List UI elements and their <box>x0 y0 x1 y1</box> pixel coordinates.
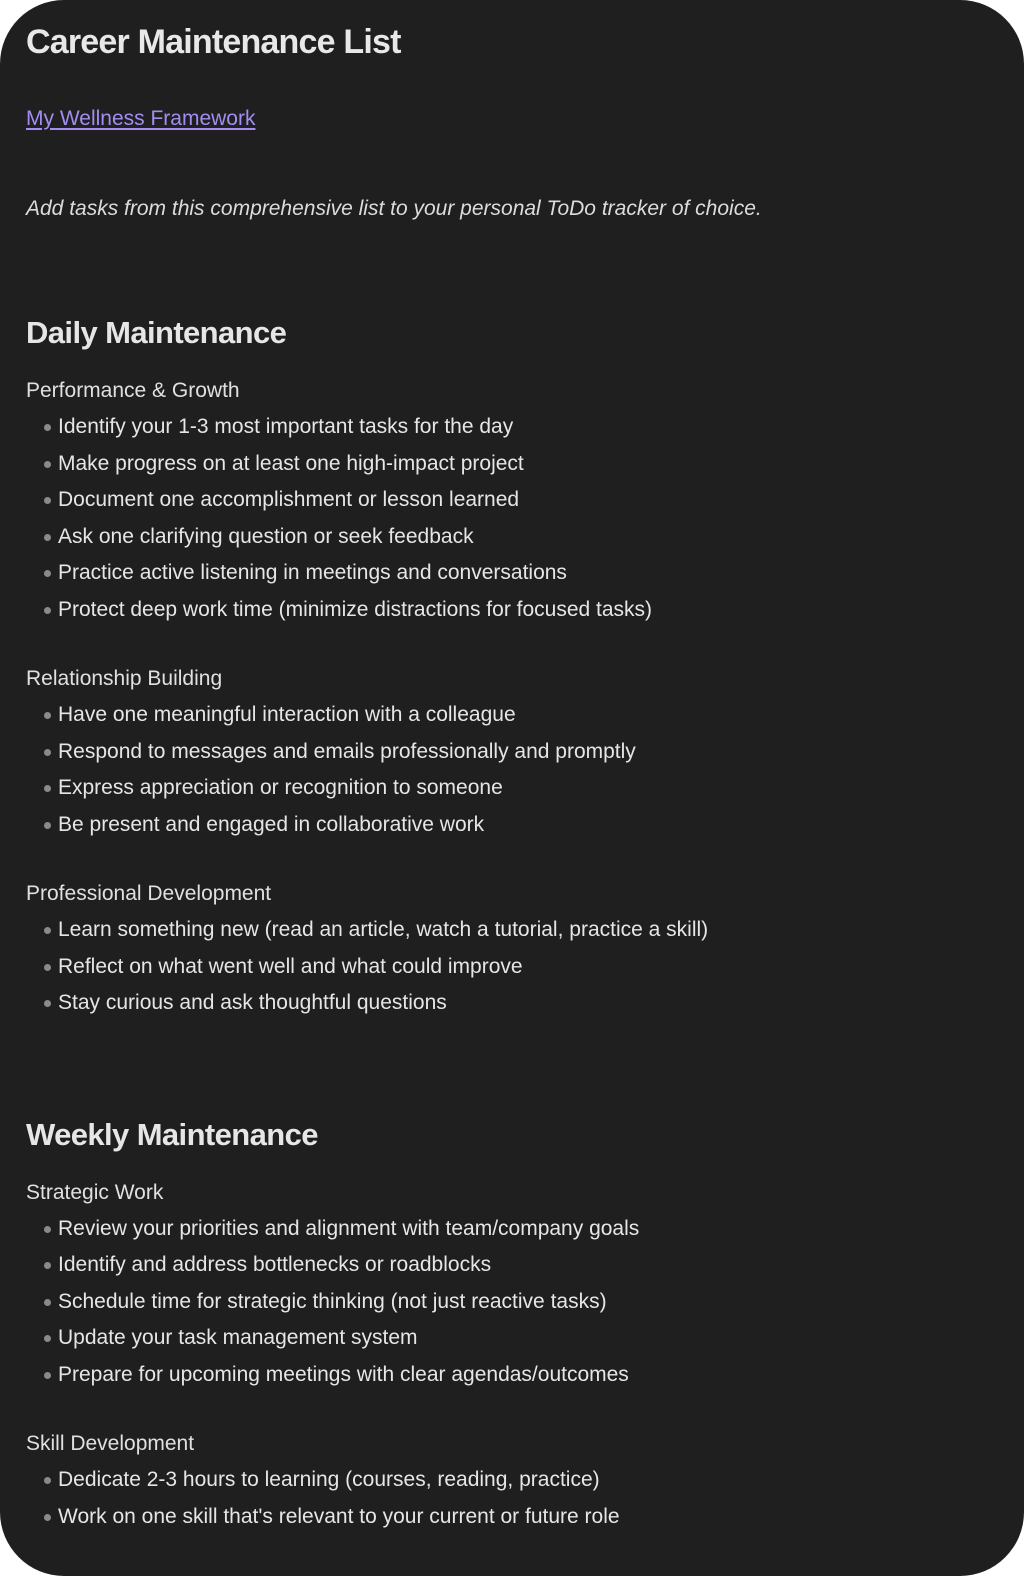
daily-maintenance-heading: Daily Maintenance <box>26 315 287 350</box>
list-item: Document one accomplishment or lesson learned <box>44 482 998 519</box>
list-item: Practice active listening in meetings and conversations <box>44 555 998 592</box>
list-item: Make progress on at least one high-impact project <box>44 446 998 483</box>
skill-development-list <box>26 1462 998 1535</box>
list-item: Dedicate 2-3 hours to learning (courses, reading, practice) <box>44 1462 998 1499</box>
list-item: Have one meaningful interaction with a colleague <box>44 697 998 734</box>
list-item: Learn something new (read an article, watch a tutorial, practice a skill) <box>44 912 998 949</box>
list-item: Schedule time for strategic thinking (not just reactive tasks) <box>44 1284 998 1321</box>
list-item: Review your priorities and alignment with team/company goals <box>44 1211 998 1248</box>
list-item: Ask one clarifying question or seek feedback <box>44 519 998 556</box>
list-item: Be present and engaged in collaborative work <box>44 807 998 844</box>
group-title-relationship-building: Relationship Building <box>26 667 223 690</box>
intro-text: Add tasks from this comprehensive list to your personal ToDo tracker of choice. <box>26 197 762 220</box>
group-title-strategic-work: Strategic Work <box>26 1180 164 1204</box>
wellness-framework-link[interactable]: My Wellness Framework <box>26 107 256 130</box>
list-item: Respond to messages and emails professionally and promptly <box>44 734 998 771</box>
group-title-professional-development: Professional Development <box>26 882 272 905</box>
list-item: Reflect on what went well and what could improve <box>44 949 998 986</box>
list-item: Protect deep work time (minimize distractions for focused tasks) <box>44 592 998 629</box>
list-item: Identify and address bottlenecks or roadblocks <box>44 1247 998 1284</box>
group-title-performance-growth: Performance & Growth <box>26 379 240 402</box>
list-item: Update your task management system <box>44 1320 998 1357</box>
strategic-work-list <box>26 1211 998 1394</box>
list-item: Stay curious and ask thoughtful questions <box>44 985 998 1022</box>
relationship-building-list <box>26 697 998 843</box>
list-item: Identify your 1-3 most important tasks for the day <box>44 409 998 446</box>
weekly-maintenance-heading: Weekly Maintenance <box>26 1116 318 1152</box>
list-item: Express appreciation or recognition to someone <box>44 770 998 807</box>
page-title: Career Maintenance List <box>26 23 401 61</box>
group-title-skill-development: Skill Development <box>26 1432 195 1455</box>
list-item: Work on one skill that's relevant to your current or future role <box>44 1499 998 1536</box>
list-item: Prepare for upcoming meetings with clear agendas/outcomes <box>44 1357 998 1394</box>
professional-development-list <box>26 912 998 1022</box>
performance-growth-list <box>26 409 998 628</box>
